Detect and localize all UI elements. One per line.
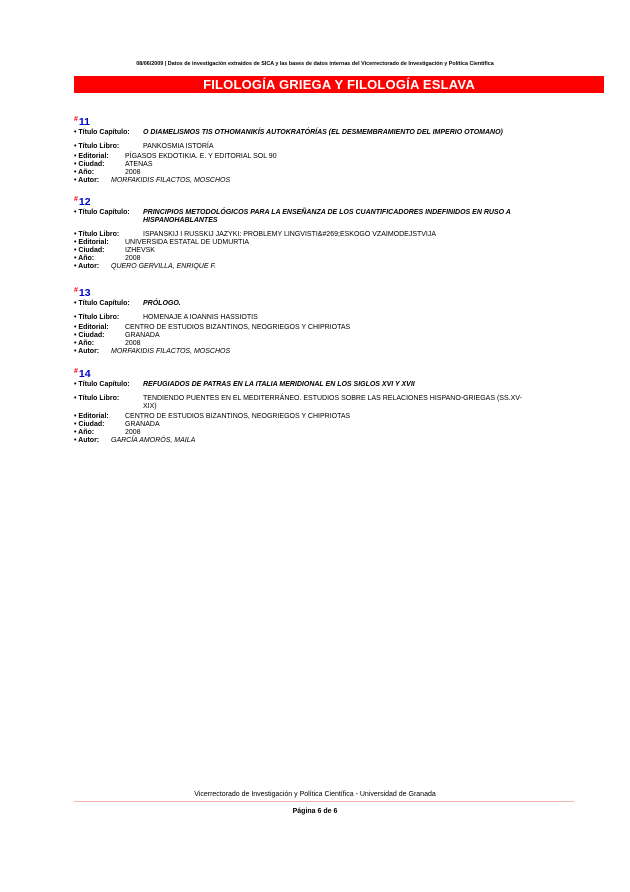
chapter-title-label: • Título Capítulo: xyxy=(74,129,130,136)
city-value: ATENAS xyxy=(125,161,153,168)
author-row xyxy=(74,263,544,271)
city-label: • Ciudad: xyxy=(74,421,105,428)
publisher-row xyxy=(74,153,544,161)
book-title-label: • Título Libro: xyxy=(74,395,120,402)
book-title-value: HOMENAJE A IOANNIS HASSIOTIS xyxy=(143,314,258,321)
publisher-row xyxy=(74,413,544,421)
city-label: • Ciudad: xyxy=(74,247,105,254)
hash-mark: # xyxy=(74,287,78,294)
publisher-label: • Editorial: xyxy=(74,413,109,420)
entry-11 xyxy=(74,116,544,185)
entry-14 xyxy=(74,368,544,445)
header-meta-line: 08/06/2009 | Datos de investigación extraídos de SICA y las bases de datos internas del Vicerrectorado de Investigación y Política Científica xyxy=(136,61,494,67)
city-label: • Ciudad: xyxy=(74,161,105,168)
footer-divider xyxy=(74,801,574,802)
chapter-title-value: PRÓLOGO. xyxy=(143,300,181,307)
author-value: GARCÍA AMORÓS, MAILA xyxy=(111,437,196,444)
book-title-label: • Título Libro: xyxy=(74,231,120,238)
book-title-row xyxy=(74,395,544,411)
hash-mark: # xyxy=(74,368,78,375)
book-title-label: • Título Libro: xyxy=(74,143,120,150)
publisher-label: • Editorial: xyxy=(74,324,109,331)
chapter-title-value: PRINCIPIOS METODOLÓGICOS PARA LA ENSEÑANZA DE LOS CUANTIFICADORES INDEFINIDOS EN RUSO A HISPANOHABLANTES xyxy=(143,209,511,224)
entry-13 xyxy=(74,287,544,356)
hash-mark: # xyxy=(74,116,78,123)
year-value: 2008 xyxy=(125,429,141,436)
chapter-title-label: • Título Capítulo: xyxy=(74,300,130,307)
entry-number: #11 xyxy=(74,116,91,128)
publisher-label: • Editorial: xyxy=(74,239,109,246)
chapter-title-row xyxy=(74,381,544,389)
author-row xyxy=(74,177,544,185)
footer-institution: Vicerrectorado de Investigación y Política Científica - Universidad de Granada xyxy=(194,791,436,798)
chapter-title-value: O DIAMELISMOS TIS OTHOMANIKÍS AUTOKRATÓRÍAS (EL DESMEMBRAMIENTO DEL IMPERIO OTOMANO) xyxy=(143,129,503,136)
footer-page-number: Página 6 de 6 xyxy=(292,808,338,815)
chapter-title-label: • Título Capítulo: xyxy=(74,381,130,388)
book-title-row xyxy=(74,231,544,239)
publisher-row xyxy=(74,239,544,247)
section-banner-title: FILOLOGÍA GRIEGA Y FILOLOGÍA ESLAVA xyxy=(74,76,604,93)
year-label: • Año: xyxy=(74,169,95,176)
book-title-value: TENDIENDO PUENTES EN EL MEDITERRÁNEO. ESTUDIOS SOBRE LAS RELACIONES HISPANO-GRIEGAS (SS.XV-XIX) xyxy=(143,395,522,410)
entry-number: #12 xyxy=(74,196,91,208)
author-label: • Autor: xyxy=(74,437,100,444)
publisher-value: CENTRO DE ESTUDIOS BIZANTINOS, NEOGRIEGOS Y CHIPRIOTAS xyxy=(125,324,351,331)
author-label: • Autor: xyxy=(74,348,100,355)
author-row xyxy=(74,348,544,356)
entry-number: #14 xyxy=(74,368,91,380)
chapter-title-value: REFUGIADOS DE PATRAS EN LA ITALIA MERIDIONAL EN LOS SIGLOS XVI Y XVII xyxy=(143,381,415,388)
entry-12 xyxy=(74,196,544,271)
author-row xyxy=(74,437,544,445)
year-value: 2008 xyxy=(125,255,141,262)
year-row xyxy=(74,169,544,177)
city-value: IZHEVSK xyxy=(125,247,155,254)
book-title-row xyxy=(74,314,544,322)
year-label: • Año: xyxy=(74,340,95,347)
year-row xyxy=(74,340,544,348)
publisher-label: • Editorial: xyxy=(74,153,109,160)
entry-number: #13 xyxy=(74,287,91,299)
chapter-title-row xyxy=(74,129,544,137)
publisher-value: CENTRO DE ESTUDIOS BIZANTINOS, NEOGRIEGOS Y CHIPRIOTAS xyxy=(125,413,351,420)
year-value: 2008 xyxy=(125,169,141,176)
author-value: MORFAKIDIS FILACTOS, MOSCHOS xyxy=(111,348,231,355)
city-value: GRANADA xyxy=(125,332,160,339)
city-row xyxy=(74,421,544,429)
city-value: GRANADA xyxy=(125,421,160,428)
hash-mark: # xyxy=(74,196,78,203)
author-label: • Autor: xyxy=(74,177,100,184)
book-title-value: ISPANSKIJ I RUSSKIJ JAZYKI: PROBLEMY LINGVISTI&#269;ESKOGO VZAIMODEJSTVIJA xyxy=(143,231,437,238)
chapter-title-row xyxy=(74,300,544,308)
year-label: • Año: xyxy=(74,429,95,436)
book-title-label: • Título Libro: xyxy=(74,314,120,321)
chapter-title-label: • Título Capítulo: xyxy=(74,209,130,216)
city-label: • Ciudad: xyxy=(74,332,105,339)
year-row xyxy=(74,255,544,263)
year-value: 2008 xyxy=(125,340,141,347)
chapter-title-row xyxy=(74,209,544,225)
publisher-row xyxy=(74,324,544,332)
year-label: • Año: xyxy=(74,255,95,262)
author-value: MORFAKIDIS FILACTOS, MOSCHOS xyxy=(111,177,231,184)
city-row xyxy=(74,161,544,169)
publisher-value: UNIVERSIDA ESTATAL DE UDMURTIA xyxy=(125,239,250,246)
author-label: • Autor: xyxy=(74,263,100,270)
city-row xyxy=(74,332,544,340)
city-row xyxy=(74,247,544,255)
book-title-value: PANKOSMIA ISTORÍA xyxy=(143,143,214,150)
publisher-value: PÍGASOS EKDOTIKIA. E. Y EDITORIAL SOL 90 xyxy=(125,153,277,160)
author-value: QUERO GERVILLA, ENRIQUE F. xyxy=(111,263,216,270)
year-row xyxy=(74,429,544,437)
book-title-row xyxy=(74,143,544,151)
